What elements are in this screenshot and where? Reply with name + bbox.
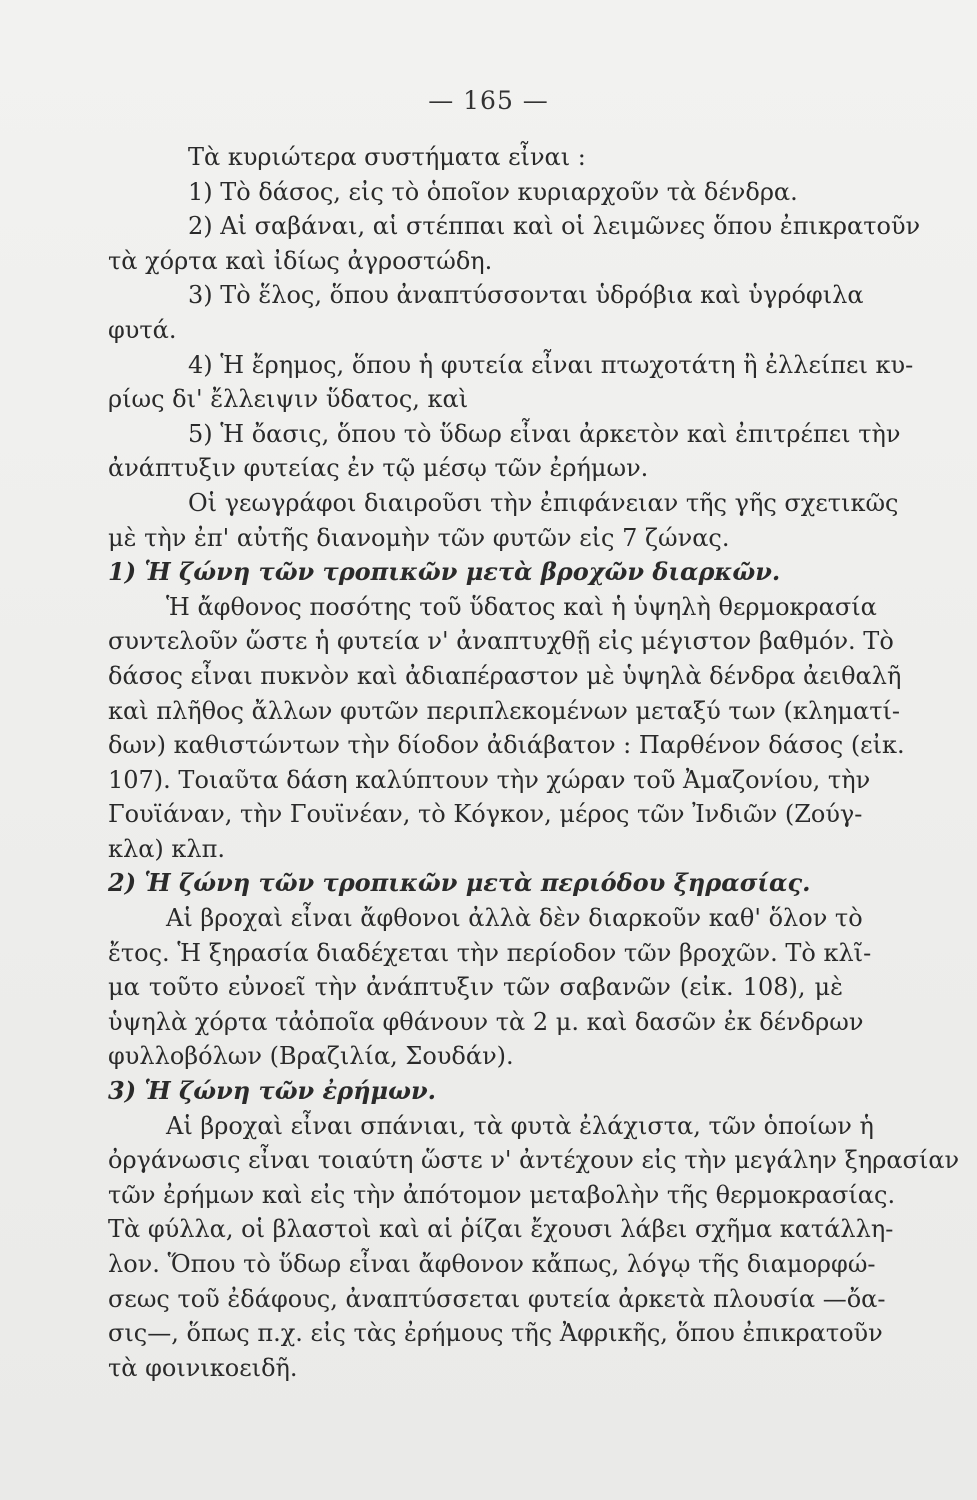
text-line: Τὰ φύλλα, οἱ βλαστοὶ καὶ αἱ ῥίζαι ἔχουσι λάβει σχῆμα κατάλλη-	[108, 1215, 894, 1244]
text-line: φυτά.	[108, 315, 177, 344]
text-line: ἔτος. Ἡ ξηρασία διαδέχεται τὴν περίοδον τῶν βροχῶν. Τὸ κλῖ-	[108, 938, 872, 967]
text-line: 2) Αἱ σαβάναι, αἱ στέππαι καὶ οἱ λειμῶνες ὅπου ἐπικρατοῦν	[188, 212, 921, 241]
text-line: καὶ πλῆθος ἄλλων φυτῶν περιπλεκομένων μεταξύ των (κληματί-	[108, 696, 901, 725]
text-line: 4) Ἡ ἔρημος, ὅπου ἡ φυτεία εἶναι πτωχοτάτη ἢ ἐλλείπει κυ-	[188, 350, 914, 379]
text-line: Ἡ ἄφθονος ποσότης τοῦ ὕδατος καὶ ἡ ὑψηλὴ θερμοκρασία	[166, 592, 877, 621]
text-line: Αἱ βροχαὶ εἶναι ἄφθονοι ἀλλὰ δὲν διαρκοῦν καθ' ὅλον τὸ	[166, 904, 863, 933]
section-heading: 1) Ἡ ζώνη τῶν τροπικῶν μετὰ βροχῶν διαρκῶν.	[108, 557, 781, 587]
text-line: λον. Ὅπου τὸ ὕδωρ εἶναι ἄφθονον κἄπως, λόγῳ τῆς διαμορφώ-	[108, 1250, 876, 1278]
text-line: κλα) κλπ.	[108, 834, 226, 863]
section-heading: 2) Ἡ ζώνη τῶν τροπικῶν μετὰ περιόδου ξηρασίας.	[108, 868, 811, 898]
text-line: 5) Ἡ ὄασις, ὅπου τὸ ὕδωρ εἶναι ἀρκετὸν καὶ ἐπιτρέπει τὴν	[188, 419, 901, 448]
page-number: — 165 —	[428, 86, 549, 115]
text-line: 107). Τοιαῦτα δάση καλύπτουν τὴν χώραν τοῦ Ἀμαζονίου, τὴν	[108, 765, 871, 794]
text-line: 1) Τὸ δάσος, εἰς τὸ ὁποῖον κυριαρχοῦν τὰ δένδρα.	[188, 177, 798, 206]
body-text	[108, 140, 960, 1385]
text-line: συντελοῦν ὥστε ἡ φυτεία ν' ἀναπτυχθῇ εἰς μέγιστον βαθμόν. Τὸ	[108, 627, 894, 656]
text-line: φυλλοβόλων (Βραζιλία, Σουδάν).	[108, 1042, 514, 1071]
text-line: Γουϊάναν, τὴν Γουϊνέαν, τὸ Κόγκον, μέρος τῶν Ἰνδιῶν (Ζούγ-	[108, 800, 863, 829]
text-line: ὑψηλὰ χόρτα τἀὁποῖα φθάνουν τὰ 2 μ. καὶ δασῶν ἐκ δένδρων	[108, 1007, 864, 1036]
text-line: σις—, ὅπως π.χ. εἰς τὰς ἐρήμους τῆς Ἀφρικῆς, ὅπου ἐπικρατοῦν	[108, 1319, 883, 1348]
text-line: ὀργάνωσις εἶναι τοιαύτη ὥστε ν' ἀντέχουν εἰς τὴν μεγάλην ξηρασίαν	[108, 1146, 960, 1175]
text-line: τῶν ἐρήμων καὶ εἰς τὴν ἀπότομον μεταβολὴν τῆς θερμοκρασίας.	[108, 1180, 896, 1209]
text-line: δάσος εἶναι πυκνὸν καὶ ἀδιαπέραστον μὲ ὑψηλὰ δένδρα ἀειθαλῆ	[108, 661, 902, 690]
text-line: Οἱ γεωγράφοι διαιροῦσι τὴν ἐπιφάνειαν τῆς γῆς σχετικῶς	[188, 488, 899, 517]
text-line: δων) καθιστώντων τὴν δίοδον ἀδιάβατον : Παρθένον δάσος (εἰκ.	[108, 731, 905, 760]
text-line: Τὰ κυριώτερα συστήματα εἶναι :	[188, 143, 586, 171]
text-line: τὰ χόρτα καὶ ἰδίως ἀγροστώδη.	[108, 246, 493, 275]
section-heading: 3) Ἡ ζώνη τῶν ἐρήμων.	[108, 1076, 436, 1106]
text-line: Αἱ βροχαὶ εἶναι σπάνιαι, τὰ φυτὰ ἐλάχιστα, τῶν ὁποίων ἡ	[166, 1111, 874, 1140]
text-line: τὰ φοινικοειδῆ.	[108, 1353, 298, 1382]
text-line: 3) Τὸ ἕλος, ὅπου ἀναπτύσσονται ὑδρόβια καὶ ὑγρόφιλα	[188, 281, 864, 310]
text-line: μὲ τὴν ἐπ' αὐτῆς διανομὴν τῶν φυτῶν εἰς 7 ζώνας.	[108, 523, 730, 552]
text-line: μα τοῦτο εὐνοεῖ τὴν ἀνάπτυξιν τῶν σαβανῶν (εἰκ. 108), μὲ	[108, 973, 843, 1002]
text-line: σεως τοῦ ἐδάφους, ἀναπτύσσεται φυτεία ἀρκετὰ πλουσία —ὄα-	[108, 1284, 886, 1313]
text-line: ἀνάπτυξιν φυτείας ἐν τῷ μέσῳ τῶν ἐρήμων.	[108, 454, 649, 483]
text-line: ρίως δι' ἔλλειψιν ὕδατος, καὶ	[108, 385, 469, 414]
